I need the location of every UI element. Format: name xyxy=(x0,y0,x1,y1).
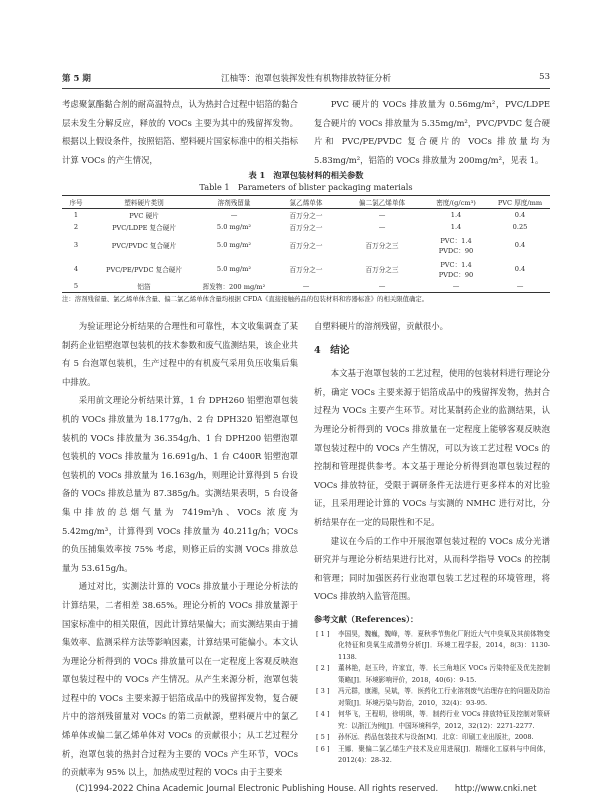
parameters-table xyxy=(62,195,550,293)
cell-thickness: 0.4 xyxy=(514,210,526,219)
cell-no: 3 xyxy=(73,240,79,249)
cell-type: PVC/LDPE 复合硬片 xyxy=(112,223,176,232)
cell-thickness: 0.4 xyxy=(514,240,526,249)
running-header xyxy=(62,72,550,86)
cell-vdc: — xyxy=(378,210,386,219)
paragraph: 为验证理论分析结果的合理性和可靠性，本文收集调查了某制药企业铝塑泡罩包装机的技术参数和废气监测结果，该企业共有 5 台泡罩包装机，生产过程中的有机废气采用负压收集后集中排放。 xyxy=(62,321,298,387)
col-header: 氯乙烯单体 xyxy=(289,199,323,207)
cell-vdc: — xyxy=(378,222,386,231)
cell-density: 1.4 xyxy=(450,222,462,231)
running-title: 江柚等：泡罩包装挥发性有机物排放特征分析 xyxy=(220,74,391,84)
cell-vdc: 百万分之三 xyxy=(365,265,399,274)
table-row xyxy=(62,233,550,257)
cell-vcm: 百万分之一 xyxy=(289,241,323,250)
section-heading: 4 结论 xyxy=(314,344,350,356)
table-row xyxy=(62,257,550,281)
cell-density: — xyxy=(452,282,460,291)
cell-vdc: 百万分之三 xyxy=(365,241,399,250)
reference-item: [ 2 ] 董林艳，赵玉玲，许家宜，等．长三角地区 VOCs 污染特征及优先控制策略[J]．环境影响评价，2018，40(6)：9-15. xyxy=(316,664,550,684)
top-right-paragraph: PVC 硬片的 VOCs 排放量为 0.56mg/m²，PVC/LDPE 复合硬片的 VOCs 排放量为 5.35mg/m²，PVC/PVDC 复合硬片和 PVC/PE/PVDC 复合硬片的 VOCs 排放量均为 5.83mg/m²，铝箔的 VOCs 排放量为 200mg/m²，见表 1。 xyxy=(314,99,550,165)
paragraph: 自塑料硬片的溶剂残留，贡献很小。 xyxy=(314,321,448,331)
cell-solvent: 5.0 mg/m² xyxy=(216,240,252,249)
table-header-row xyxy=(62,196,550,209)
left-column xyxy=(62,317,298,782)
table-row xyxy=(62,221,550,233)
reference-item: [ 3 ] 冯元群，康湘，吴斌，等．医药化工行业溶剂废气治理存在的问题及防治对策[J]．环境污染与防治，2010，32(4)：93-95. xyxy=(316,687,550,707)
cell-vcm: 百万分之一 xyxy=(289,265,323,274)
col-header: 溶剂残留量 xyxy=(217,199,251,207)
references-list xyxy=(314,629,550,767)
paragraph: 本文基于泡罩包装的工艺过程，使用的包装材料进行理论分析，确定 VOCs 主要来源于铝箔成品中的残留挥发物，热封合过程为 VOCs 主要产生环节。对比某制药企业的监测结果，认为理论分析得到的 VOCs 排放量在一定程度上能够客观反映泡罩包装过程中的 VOCs 产生情况，可以为该工艺过程 VOCs 的控制和管理提供参考。本文基于理论分析得到泡罩包装过程的 VOCs 排放特征，受限于调研条件无法进行更多样本的对比验证，且采用理论计算的 VOCs 与实测的 NMHC 进行对比，分析结果存在一定的局限性和不足。 xyxy=(314,368,550,527)
table-row xyxy=(62,209,550,221)
paragraph: 采用前文理论分析结果计算，1 台 DPH260 铝塑泡罩包装机的 VOCs 排放量为 18.177g/h、2 台 DPH320 铝塑泡罩包装机的 VOCs 排放量为 36.354g/h、1 台 DPH200 铝塑泡罩包装机的 VOCs 排放量为 16.691g/h、1 台 C400R 铝塑泡罩包装机的 VOCs 排放量为 16.163g/h，则理论计算得到 5 台设备的 VOCs 排放总量为 87.385g/h。实测结果表明，5 台设备集中排放的总烟气量为 7419m³/h、VOCs 浓度为 5.42mg/m³，计算得到 VOCs 排放量为 40.211g/h；VOCs 的负压捕集效率按 75% 考虑，则修正后的实测 VOCs 排放总量为 53.615g/h。 xyxy=(62,395,298,573)
cell-density: 1.4 xyxy=(450,210,462,219)
reference-item: [ 4 ] 何华飞，王程明，徐明琪，等．制药行业 VOCs 排放特征及控制对策研究：以浙江为例[J]．中国环境科学，2012，32(12)：2271-2277. xyxy=(316,710,550,730)
col-header: PVC 厚度/mm xyxy=(497,199,543,207)
cell-density: PVC：1.4 PVDC：90 xyxy=(438,236,474,255)
paragraph: 通过对比，实测法计算的 VOCs 排放量小于理论分析法的计算结果，二者相差 38.65%。理论分析的 VOCs 排放量源于国家标准中的相关限值，因此计算结果偏大；而实测结果由于捕集效率、监测采样方法等影响因素，计算结果可能偏小。本文认为理论分析得到的 VOCs 排放量可以在一定程度上客观反映泡罩包装过程中的 VOCs 产生情况。从产生来源分析，泡罩包装过程中的 VOCs 主要来源于铝箔成品中的残留挥发物，复合硬片中的溶剂残留量对 VOCs 的第二贡献源，塑料硬片中的氯乙烯单体或偏二氯乙烯单体对 VOCs 的贡献很小；从工艺过程分析，泡罩包装的热封合过程为主要的 VOCs 产生环节，VOCs 的贡献率为 95% 以上，加热成型过程的 VOCs 由于主要来 xyxy=(62,581,298,778)
paragraph: 建议在今后的工作中开展泡罩包装过程的 VOCs 成分光谱研究并与理论分析结果进行比对，从而科学指导 VOCs 的控制和管理；同时加强医药行业泡罩包装工艺过程的环境管理，将 VOCs 排放纳入监管范围。 xyxy=(314,535,550,602)
col-header: 密度/(g/cm³) xyxy=(436,199,476,207)
cell-vcm: — xyxy=(302,282,310,291)
cell-type: PVC/PVDC 复合硬片 xyxy=(111,241,177,250)
page-number: 53 xyxy=(539,72,550,82)
reference-item: [ 6 ] 王娜．聚偏二氯乙烯生产技术及应用进展[J]．精细化工原料与中间体，2012(4)：28-32. xyxy=(316,744,550,764)
table-caption-cn: 表 1 泡罩包装材料的相关参数 xyxy=(248,170,364,180)
col-header: 序号 xyxy=(69,199,83,207)
table-note: 注：溶剂残留量、氯乙烯单体含量、偏二氯乙烯单体含量均根据 CFDA《直接接触药品的包装材料和容器标准》的相关限值确定。 xyxy=(62,295,429,303)
cell-type: PVC/PE/PVDC 复合硬片 xyxy=(106,265,182,274)
cell-no: 2 xyxy=(73,222,79,231)
col-header: 塑料硬片类别 xyxy=(124,199,164,207)
right-column xyxy=(314,317,550,767)
references-heading: 参考文献（References）： xyxy=(314,613,419,624)
top-left-paragraph: 考虑聚氯酯黏合剂的耐高温特点，认为热封合过程中铝箔的黏合层未发生分解反应，释放的 VOCs 主要为其中的残留挥发物。根据以上假设条件，按照铝箔、塑料硬片国家标准中的相关指标计算 VOCs 的产生情况， xyxy=(62,99,298,165)
cell-thickness: — xyxy=(516,282,524,291)
table-caption-en: Table 1 Parameters of blister packaging materials xyxy=(199,182,413,192)
cell-solvent: 5.0 mg/m² xyxy=(216,222,252,231)
cell-no: 4 xyxy=(73,264,79,273)
cell-solvent: — xyxy=(230,210,238,219)
cell-vdc: — xyxy=(378,282,386,291)
reference-item: [ 1 ] 李国昊，魏巍，魏峰，等．夏秋季节焦化厂附近大气中臭氧及其前体物变化特征和臭氧生成潜势分析[J]．环境工程学报，2014，8(3)：1130-1138. xyxy=(316,629,550,661)
cell-no: 1 xyxy=(73,210,79,219)
table-row xyxy=(62,281,550,293)
cell-solvent: 5.0 mg/m² xyxy=(216,264,252,273)
cell-type: 铝箔 xyxy=(137,283,151,292)
cell-type: PVC 硬片 xyxy=(129,211,159,220)
issue-label: 第 5 期 xyxy=(62,74,91,84)
cell-no: 5 xyxy=(73,282,79,291)
col-header: 偏二氯乙烯单体 xyxy=(358,199,406,207)
copyright-footer: (C)1994-2022 China Academic Journal Electronic Publishing House. All rights reserved. http://www.cnki.net xyxy=(75,783,537,793)
cell-thickness: 0.4 xyxy=(514,264,526,273)
cell-thickness: 0.25 xyxy=(512,222,528,231)
reference-item: [ 5 ] 孙怀远．药品包装技术与设备[M]．北京：印刷工业出版社，2008. xyxy=(316,733,534,741)
cell-vcm: 百万分之一 xyxy=(289,211,323,220)
cell-density: PVC：1.4 PVDC：90 xyxy=(438,260,474,279)
cell-solvent: 挥发物：200 mg/m² xyxy=(202,283,266,292)
cell-vcm: 百万分之一 xyxy=(289,223,323,232)
header-rule xyxy=(62,88,550,89)
